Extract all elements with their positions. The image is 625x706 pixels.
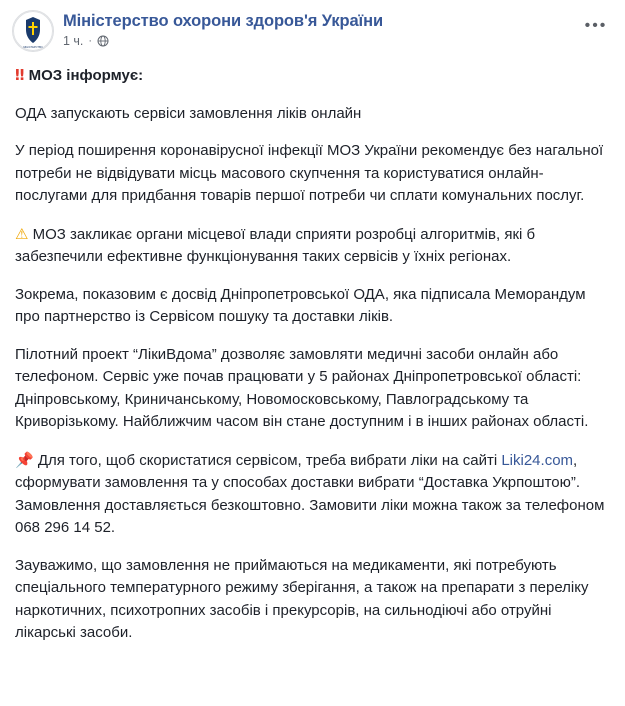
svg-text:МІНІСТЕРСТВО: МІНІСТЕРСТВО [23, 46, 43, 49]
warning-icon: ⚠ [15, 224, 29, 243]
post-header-text [63, 10, 383, 48]
post-paragraph [15, 555, 610, 645]
post-timestamp[interactable]: 1 ч. [63, 34, 84, 48]
post-header [12, 10, 613, 52]
meta-separator: · [88, 34, 93, 47]
post-paragraph [15, 140, 610, 208]
post-more-options-button[interactable]: ••• [584, 17, 608, 34]
post-paragraph-text: Зокрема, показовим є досвід Дніпропетровської ОДА, яка підписала Меморандум про партнерство із Сервісом пошуку та доставки ліків. [15, 285, 586, 325]
post-paragraph [15, 284, 610, 329]
post-paragraph [15, 103, 610, 126]
post-paragraph [15, 64, 610, 88]
globe-icon[interactable] [97, 35, 109, 47]
liki24-link[interactable]: Liki24.com [501, 451, 574, 469]
pushpin-icon: 📌 [15, 450, 34, 469]
post-paragraph-text: ОДА запускають сервіси замовлення ліків онлайн [15, 104, 362, 122]
double-exclamation-icon: ‼ [15, 66, 25, 84]
post-paragraph-text-after-link: , сформувати замовлення та у способах доставки вибрати “Доставка Укрпоштою”. Замовлення доставляється безкоштовно. Замовити ліки можна також за телефоном 068 296 14 52. [15, 451, 605, 536]
post-paragraph-text: У період поширення коронавірусної інфекції МОЗ України рекомендує без нагальної потреби не відвідувати місць масового скупчення та користуватися онлайн-послугами для придбання товарів першої потреби чи сплати комунальних послуг. [15, 142, 604, 204]
post-paragraph-text: МОЗ закликає органи місцевої влади сприяти розробці алгоритмів, які б забезпечили ефективне функціонування таких сервісів у їхніх регіонах. [15, 225, 536, 265]
post-paragraph [15, 344, 610, 434]
post-paragraph-text-before-link: Для того, щоб скористатися сервісом, треба вибрати ліки на сайті [37, 451, 502, 469]
post-paragraph-text: Пілотний проект “ЛікиВдома” дозволяє замовляти медичні засоби онлайн або телефоном. Сервіс уже почав працювати у 5 районах Дніпропетровської області: Дніпровському, Криничанському, Новомосковському, Павлоградському та Криворізькому. Найближчим часом він стане доступним і в інших районах області. [15, 345, 589, 430]
post-paragraph-text: МОЗ інформує: [28, 67, 144, 84]
page-name-link[interactable]: Міністерство охорони здоров'я України [63, 12, 383, 30]
post-paragraph [15, 223, 610, 269]
avatar[interactable] [12, 10, 54, 52]
post-paragraph [15, 449, 610, 540]
post-paragraph-text: Зауважимо, що замовлення не приймаються на медикаменти, які потребують спеціального температурного режиму зберігання, а також на препарати з переліку наркотичних, психотропних засобів і прекурсорів, на сильнодіючі або отруйні лікарські засоби. [15, 556, 589, 641]
post-body [12, 64, 613, 645]
post-meta [63, 34, 383, 48]
